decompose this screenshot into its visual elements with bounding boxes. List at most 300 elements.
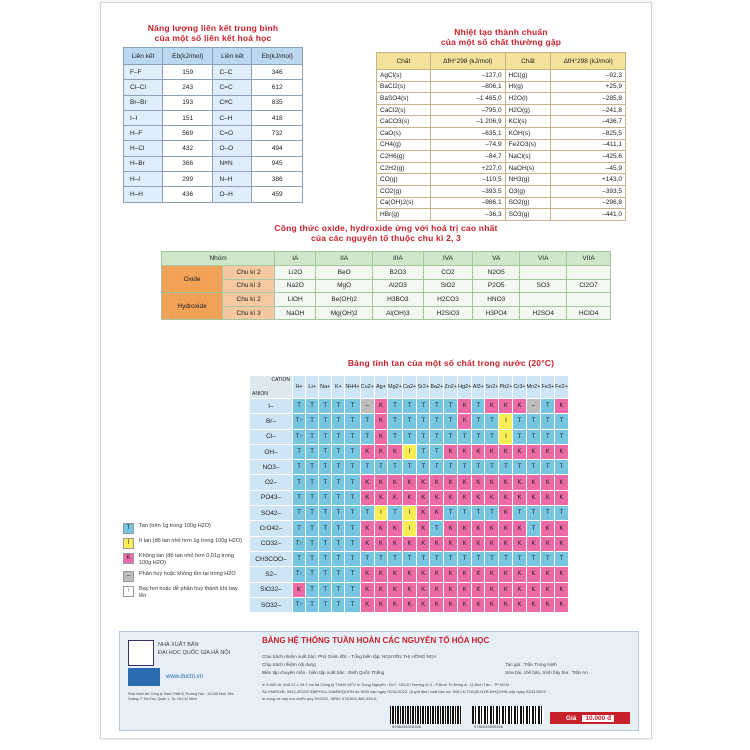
solubility-cell: T: [319, 521, 332, 536]
bond-cell: Br–Br: [124, 95, 163, 110]
bond-row: [124, 141, 303, 156]
solubility-cell: K: [430, 536, 444, 551]
bond-cell: 569: [162, 126, 213, 141]
solubility-cell: T: [306, 414, 319, 429]
anion-header: Br–: [250, 414, 293, 429]
solubility-cell: T: [513, 414, 526, 429]
bond-cell: I–I: [124, 110, 163, 125]
bond-cell: Cl–Cl: [124, 80, 163, 95]
anion-header: NO3–: [250, 460, 293, 475]
solubility-cell: K: [513, 475, 526, 490]
solubility-cell: K: [360, 582, 374, 597]
anion-header: SO42–: [250, 506, 293, 521]
oxide-cell: H2SiO3: [423, 306, 473, 320]
solubility-cell: K: [374, 521, 387, 536]
solubility-cell: T: [293, 444, 306, 459]
heat-cell: –241,8: [551, 104, 626, 116]
solubility-cell: K: [472, 521, 485, 536]
solubility-cell: K: [417, 567, 430, 582]
bond-cell: 151: [162, 110, 213, 125]
solubility-cell: K: [485, 582, 499, 597]
solubility-cell: T: [293, 490, 306, 505]
solubility-cell: T: [332, 429, 345, 444]
heat-cell: HI(g): [505, 81, 551, 93]
heat-formation-title-2: của một số chất thường gặp: [440, 37, 562, 47]
bond-cell: O–H: [213, 187, 252, 202]
heat-row: [377, 139, 626, 151]
solubility-cell: K: [444, 521, 458, 536]
cation-header: Ca2+: [402, 376, 416, 399]
solubility-cell: K: [444, 490, 458, 505]
bond-header: Liên kết: [213, 48, 252, 65]
solubility-cell: K: [374, 490, 387, 505]
solubility-cell: T: [472, 414, 485, 429]
solubility-cell: K: [417, 521, 430, 536]
oxide-cell: B2O3: [372, 266, 423, 280]
bond-cell: N–H: [213, 172, 252, 187]
heat-cell: –806,1: [430, 81, 505, 93]
solubility-cell: T: [374, 551, 387, 566]
cation-header: Ag+: [374, 376, 387, 399]
heat-cell: CH4(g): [377, 139, 431, 151]
bond-cell: 386: [252, 172, 303, 187]
legend-row: [123, 553, 243, 567]
solubility-cell: K: [499, 597, 513, 612]
heat-cell: –36,3: [430, 209, 505, 221]
oxide-cell: [520, 293, 567, 307]
anion-header: S2–: [250, 567, 293, 582]
solubility-cell: K: [374, 536, 387, 551]
solubility-cell: T: [526, 460, 541, 475]
publisher-line-1: NHÀ XUẤT BẢN: [158, 642, 199, 648]
resp-publish: Chịu trách nhiệm xuất bản: Phó Giám đốc - Tổng biên tập: NGUYỄN THỊ HỒNG NGA: [262, 654, 437, 659]
bond-cell: H–Br: [124, 156, 163, 171]
bond-row: [124, 65, 303, 80]
solubility-cell: K: [360, 475, 374, 490]
oxide-header: VA: [473, 252, 520, 266]
heat-header: Chất: [505, 53, 551, 70]
legend-text: Bay hơi hoặc dễ phân huỷ thành khí bay lên: [139, 586, 238, 599]
heat-cell: –92,3: [551, 70, 626, 82]
solubility-cell: K: [360, 444, 374, 459]
heat-cell: CaCl2(s): [377, 104, 431, 116]
solubility-cell: T: [555, 460, 569, 475]
solubility-cell: K: [541, 536, 555, 551]
heat-formation-title-1: Nhiệt tạo thành chuẩn: [454, 27, 548, 37]
heat-cell: –411,1: [551, 139, 626, 151]
solubility-cell: T: [360, 429, 374, 444]
cation-header: H+: [293, 376, 306, 399]
oxide-cell: Al2O3: [372, 279, 423, 293]
heat-header: ΔfH°298 (kJ/mol): [430, 53, 505, 70]
bond-energy-title-2: của một số liên kết hoá học: [154, 33, 272, 43]
solubility-cell: T: [293, 460, 306, 475]
cation-header: Mg2+: [388, 376, 403, 399]
solubility-cell: T: [319, 567, 332, 582]
heat-cell: KCl(s): [505, 116, 551, 128]
solubility-cell: –: [360, 399, 374, 414]
solubility-cell: T: [319, 475, 332, 490]
heat-row: [377, 116, 626, 128]
barcode-1-number: 8936036316346: [392, 724, 421, 729]
legend-text: Tan (trên 1g trong 100g H2O): [139, 523, 211, 529]
solubility-cell: K: [526, 490, 541, 505]
solubility-cell: T: [430, 551, 444, 566]
solubility-cell: K: [472, 536, 485, 551]
solubility-cell: K: [444, 582, 458, 597]
solubility-cell: K: [458, 475, 472, 490]
heat-cell: –1 206,9: [430, 116, 505, 128]
solubility-cell: K: [417, 490, 430, 505]
solubility-cell: T: [332, 521, 345, 536]
bond-row: [124, 126, 303, 141]
solubility-cell: K: [472, 582, 485, 597]
solubility-cell: K: [374, 567, 387, 582]
oxide-table: [161, 251, 611, 320]
solubility-cell: K: [402, 582, 416, 597]
solubility-cell: K: [513, 521, 526, 536]
solubility-cell: K: [541, 444, 555, 459]
solubility-cell: K: [444, 475, 458, 490]
anion-header: SO32–: [250, 597, 293, 612]
solubility-corner: [250, 376, 293, 399]
solubility-cell: K: [499, 399, 513, 414]
solubility-cell: K: [458, 414, 472, 429]
solubility-cell: K: [526, 444, 541, 459]
print-line-2: Số XNĐKXB: 3912-2022/CXBIPH/11-346/ĐHQGHN do NXB cấp ngày 02/11/2022. Quyết định xuất bản số: 908 LK-TN/QĐ-NXB ĐHQGHN cấp ngày 02/11/2022.: [262, 689, 547, 694]
solubility-cell: K: [513, 399, 526, 414]
solubility-cell: K: [485, 567, 499, 582]
cation-header: Na+: [319, 376, 332, 399]
solubility-cell: K: [541, 567, 555, 582]
legend-swatch: I: [123, 538, 134, 549]
solubility-title: Bảng tính tan của một số chất trong nước (20°C): [347, 358, 555, 368]
cation-header: Mn2+: [526, 376, 541, 399]
solubility-cell: K: [499, 490, 513, 505]
bond-cell: 459: [252, 187, 303, 202]
solubility-cell: K: [430, 475, 444, 490]
solubility-cell: K: [360, 521, 374, 536]
heat-cell: O3(g): [505, 185, 551, 197]
bond-header: Liên kết: [124, 48, 163, 65]
solubility-cell: T: [513, 551, 526, 566]
solubility-cell: K: [513, 567, 526, 582]
heat-cell: H2O(g): [505, 104, 551, 116]
footer-main-title: BẢNG HỆ THỐNG TUẦN HOÀN CÁC NGUYÊN TỐ HÓA HỌC: [262, 636, 490, 645]
corner-cation-label: CATION: [271, 377, 290, 383]
solubility-cell: T: [472, 429, 485, 444]
solubility-cell: T: [555, 429, 569, 444]
bond-row: [124, 187, 303, 202]
legend-text: Không tan (độ tan nhỏ hơn 0,01g trong 100g H2O): [139, 553, 235, 566]
oxide-cell: HClO4: [567, 306, 611, 320]
solubility-cell: K: [499, 582, 513, 597]
solubility-cell: T: [388, 429, 403, 444]
bond-cell: 436: [162, 187, 213, 202]
solubility-cell: T: [541, 551, 555, 566]
heat-cell: C2H2(g): [377, 162, 431, 174]
oxide-group-label: Hydroxide: [162, 293, 223, 320]
solubility-cell: K: [444, 444, 458, 459]
cation-header: Cu2+: [360, 376, 374, 399]
oxide-cell: H2SO4: [520, 306, 567, 320]
solubility-cell: K: [402, 490, 416, 505]
solubility-cell: T: [293, 506, 306, 521]
solubility-cell: T: [360, 460, 374, 475]
solubility-cell: T: [555, 506, 569, 521]
solubility-cell: T: [306, 567, 319, 582]
solubility-cell: T: [417, 429, 430, 444]
solubility-cell: K: [430, 582, 444, 597]
heat-cell: BaSO4(s): [377, 93, 431, 105]
solubility-cell: K: [513, 597, 526, 612]
oxide-row: [162, 293, 611, 307]
bond-cell: C=C: [213, 80, 252, 95]
oxide-cell: H3PO4: [473, 306, 520, 320]
publisher-line-2: ĐẠI HỌC QUỐC GIA HÀ NỘI: [158, 650, 231, 656]
solubility-cell: K: [458, 399, 472, 414]
heat-row: [377, 81, 626, 93]
solubility-cell: T: [541, 414, 555, 429]
solubility-cell: T: [319, 582, 332, 597]
heat-cell: CO(g): [377, 174, 431, 186]
bond-cell: 346: [252, 65, 303, 80]
solubility-cell: T: [417, 414, 430, 429]
solubility-cell: K: [444, 597, 458, 612]
anion-header: CH3COO–: [250, 551, 293, 566]
solubility-cell: K: [374, 597, 387, 612]
solubility-cell: T: [306, 444, 319, 459]
cation-header: Al3+: [472, 376, 485, 399]
solubility-cell: T: [388, 551, 403, 566]
solubility-cell: T: [345, 506, 360, 521]
oxide-period: Chu kì 2: [223, 266, 275, 280]
bond-energy-table: [123, 47, 303, 203]
oxide-cell: Be(OH)2: [316, 293, 373, 307]
oxide-cell: N2O5: [473, 266, 520, 280]
oxide-cell: [567, 293, 611, 307]
solubility-cell: K: [472, 475, 485, 490]
solubility-cell: T: [388, 460, 403, 475]
heat-formation-table: [376, 52, 626, 221]
solubility-cell: K: [513, 582, 526, 597]
solubility-cell: T: [444, 460, 458, 475]
solubility-cell: K: [499, 536, 513, 551]
resp-content: Chịu trách nhiệm nội dung: [262, 662, 316, 667]
legend-swatch: K: [123, 553, 134, 564]
heat-cell: –825,5: [551, 127, 626, 139]
solubility-cell: K: [444, 536, 458, 551]
heat-cell: HCl(g): [505, 70, 551, 82]
solubility-cell: T: [526, 429, 541, 444]
bond-cell: H–F: [124, 126, 163, 141]
legend-row: [123, 523, 243, 534]
solubility-cell: T: [319, 414, 332, 429]
heat-cell: C2H6(g): [377, 151, 431, 163]
solubility-cell: T: [293, 475, 306, 490]
solubility-cell: T↑: [293, 597, 306, 612]
solubility-cell: T: [430, 444, 444, 459]
barcode-2-number: 9786043849356: [474, 724, 503, 729]
solubility-row: [250, 490, 569, 505]
bond-cell: 418: [252, 110, 303, 125]
corner-anion-label: ANION: [252, 391, 268, 397]
solubility-cell: T: [332, 536, 345, 551]
heat-cell: AgCl(s): [377, 70, 431, 82]
bond-cell: 494: [252, 141, 303, 156]
solubility-cell: K: [458, 597, 472, 612]
solubility-cell: T: [306, 399, 319, 414]
heat-header: ΔfH°298 (kJ/mol): [551, 53, 626, 70]
solubility-cell: T: [345, 460, 360, 475]
heat-cell: +25,9: [551, 81, 626, 93]
solubility-cell: K: [388, 567, 403, 582]
solubility-cell: T↑: [293, 536, 306, 551]
solubility-cell: T: [374, 460, 387, 475]
solubility-cell: K: [417, 597, 430, 612]
solubility-cell: T: [293, 399, 306, 414]
solubility-cell: T: [402, 460, 416, 475]
bond-row: [124, 80, 303, 95]
solubility-cell: T: [306, 429, 319, 444]
solubility-cell: T: [458, 460, 472, 475]
solubility-cell: –: [526, 399, 541, 414]
solubility-row: [250, 399, 569, 414]
solubility-cell: T: [444, 414, 458, 429]
solubility-cell: K: [360, 490, 374, 505]
bond-cell: 732: [252, 126, 303, 141]
solubility-cell: K: [388, 475, 403, 490]
solubility-cell: K: [526, 475, 541, 490]
oxide-title-2: của các nguyên tố thuộc chu kì 2, 3: [310, 233, 462, 243]
heat-cell: –436,7: [551, 116, 626, 128]
oxide-row: [162, 279, 611, 293]
solubility-cell: K: [430, 506, 444, 521]
solubility-cell: K: [402, 567, 416, 582]
bond-cell: O–O: [213, 141, 252, 156]
solubility-cell: K: [555, 582, 569, 597]
bond-cell: 612: [252, 80, 303, 95]
heat-cell: +227,0: [430, 162, 505, 174]
solubility-cell: T: [513, 506, 526, 521]
heat-cell: –84,7: [430, 151, 505, 163]
bond-cell: 299: [162, 172, 213, 187]
heat-cell: NaOH(s): [505, 162, 551, 174]
heat-cell: –110,5: [430, 174, 505, 186]
solubility-cell: T: [402, 399, 416, 414]
solubility-cell: K: [293, 582, 306, 597]
solubility-cell: K: [417, 475, 430, 490]
solubility-cell: T: [402, 551, 416, 566]
solubility-cell: K: [485, 521, 499, 536]
solubility-cell: T: [458, 506, 472, 521]
solubility-cell: T: [306, 475, 319, 490]
solubility-cell: T: [332, 506, 345, 521]
solubility-cell: T: [345, 414, 360, 429]
heat-cell: BaCl2(s): [377, 81, 431, 93]
oxide-header: IA: [275, 252, 316, 266]
solubility-cell: T: [319, 444, 332, 459]
solubility-title-wrap: [251, 358, 651, 368]
solubility-row: [250, 460, 569, 475]
print-line-1: In 5.000 tờ, khổ 21 x 29.7 cm tại Công ty TNHH MTV In Song Nguyên - Đ/C: 931/10 Hương lộ 2 - P.Bình Trị Đông A - Q.Bình Tân - TP.HCM.: [262, 682, 510, 687]
solubility-cell: T: [485, 551, 499, 566]
solubility-cell: K: [499, 444, 513, 459]
oxide-cell: Li2O: [275, 266, 316, 280]
oxide-cell: [520, 266, 567, 280]
bond-cell: 193: [162, 95, 213, 110]
solubility-row: [250, 551, 569, 566]
bond-row: [124, 95, 303, 110]
heat-cell: –393,5: [551, 185, 626, 197]
solubility-cell: T: [306, 582, 319, 597]
oxide-cell: Cl2O7: [567, 279, 611, 293]
price-label: Giá: [565, 714, 577, 722]
solubility-cell: K: [388, 521, 403, 536]
solubility-cell: K: [555, 536, 569, 551]
oxide-period: Chu kì 2: [223, 293, 275, 307]
bond-cell: C≡C: [213, 95, 252, 110]
solubility-cell: K: [374, 444, 387, 459]
heat-cell: NaCl(s): [505, 151, 551, 163]
anion-header: PO43–: [250, 490, 293, 505]
solubility-cell: K: [499, 521, 513, 536]
anion-header: OH–: [250, 444, 293, 459]
solubility-cell: K: [541, 475, 555, 490]
bond-cell: 366: [162, 156, 213, 171]
heat-cell: CO2(g): [377, 185, 431, 197]
solubility-cell: T↑: [293, 429, 306, 444]
anion-header: CrO42–: [250, 521, 293, 536]
solubility-cell: T: [388, 399, 403, 414]
solubility-cell: T: [345, 475, 360, 490]
heat-cell: CaCO3(s): [377, 116, 431, 128]
cation-header: Sr2+: [417, 376, 430, 399]
solubility-cell: T: [444, 506, 458, 521]
oxide-cell: NaOH: [275, 306, 316, 320]
oxide-cell: BeO: [316, 266, 373, 280]
solubility-cell: K: [526, 536, 541, 551]
solubility-cell: T: [472, 551, 485, 566]
bond-row: [124, 110, 303, 125]
anion-header: O2–: [250, 475, 293, 490]
solubility-cell: K: [458, 521, 472, 536]
cation-header: Zn2+: [444, 376, 458, 399]
solubility-row: [250, 444, 569, 459]
solubility-cell: K: [472, 444, 485, 459]
heat-cell: –795,0: [430, 104, 505, 116]
distribution-info: Phát hành tại: Công ty Sách Thiết Bị Trường Học - 10/108 Đinh Tiên Hoàng, P. Đa Kao, Quận 1, Tp. Hồ Chí Minh: [128, 692, 234, 701]
solubility-cell: T: [306, 536, 319, 551]
solubility-cell: T: [526, 521, 541, 536]
solubility-cell: T: [485, 460, 499, 475]
heat-cell: –986,1: [430, 197, 505, 209]
bond-cell: 243: [162, 80, 213, 95]
heat-row: [377, 185, 626, 197]
solubility-cell: K: [374, 582, 387, 597]
solubility-cell: T: [513, 460, 526, 475]
solubility-cell: K: [485, 536, 499, 551]
solubility-row: [250, 475, 569, 490]
oxide-period: Chu kì 3: [223, 306, 275, 320]
solubility-cell: T: [402, 429, 416, 444]
solubility-cell: K: [430, 567, 444, 582]
cation-header: Sn2+: [485, 376, 499, 399]
barcode-1-icon: [390, 706, 462, 724]
heat-row: [377, 127, 626, 139]
solubility-cell: T: [345, 567, 360, 582]
bond-cell: 945: [252, 156, 303, 171]
